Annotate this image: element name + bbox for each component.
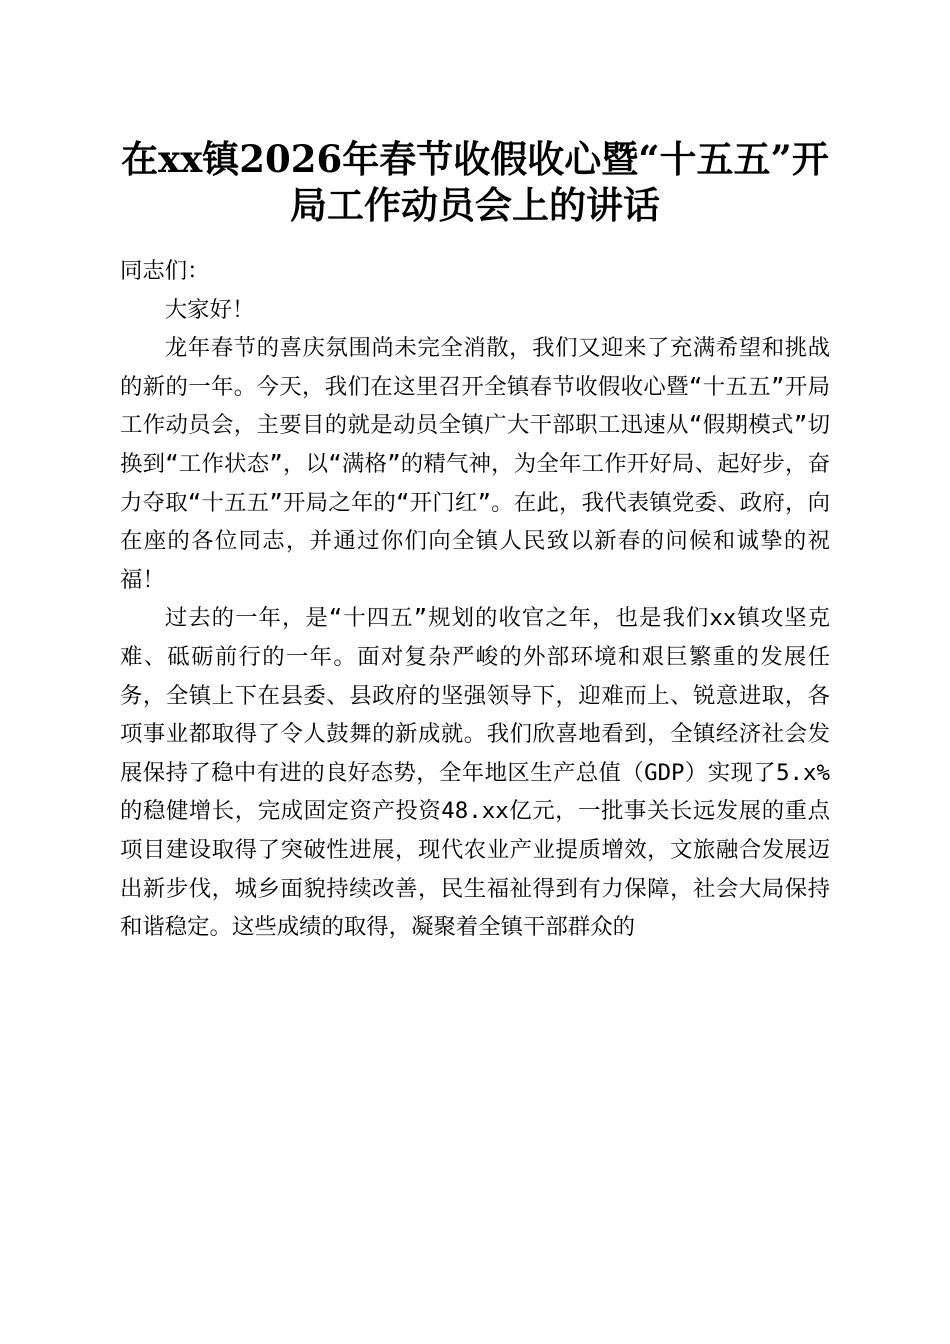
document-title: [110, 136, 840, 228]
paragraph-review: 过去的一年，是“十四五”规划的收官之年，也是我们xx镇攻坚克难、砥砺前行的一年。面对复杂严峻的外部环境和艰巨繁重的发展任务，全镇上下在县委、县政府的坚强领导下，迎难而上、锐意进取，各项事业都取得了令人鼓舞的新成就。我们欣喜地看到，全镇经济社会发展保持了稳中有进的良好态势，全年地区生产总值（GDP）实现了5.x%的稳健增长，完成固定资产投资48.xx亿元，一批事关长远发展的重点项目建设取得了突破性进展，现代农业产业提质增效，文旅融合发展迈出新步伐，城乡面貌持续改善，民生福祉得到有力保障，社会大局保持和谐稳定。这些成绩的取得，凝聚着全镇干部群众的: [120, 605, 830, 941]
title-line-1: 在xx镇2026年春节收假收心暨“十五五”开: [121, 137, 829, 181]
title-line-2: 局工作动员会上的讲话: [290, 183, 660, 227]
greeting: 大家好！: [164, 296, 255, 323]
document-body: [120, 252, 830, 947]
salutation: 同志们：: [120, 258, 210, 284]
paragraph-opening: 龙年春节的喜庆氛围尚未完全消散，我们又迎来了充满希望和挑战的新的一年。今天，我们在这里召开全镇春节收假收心暨“十五五”开局工作动员会，主要目的就是动员全镇广大干部职工迅速从“假期模式”切换到“工作状态”，以“满格”的精气神，为全年工作开好局、起好步，奋力夺取“十五五”开局之年的“开门红”。在此，我代表镇党委、政府，向在座的各位同志，并通过你们向全镇人民致以新春的问候和诚挚的祝福！: [120, 335, 830, 593]
